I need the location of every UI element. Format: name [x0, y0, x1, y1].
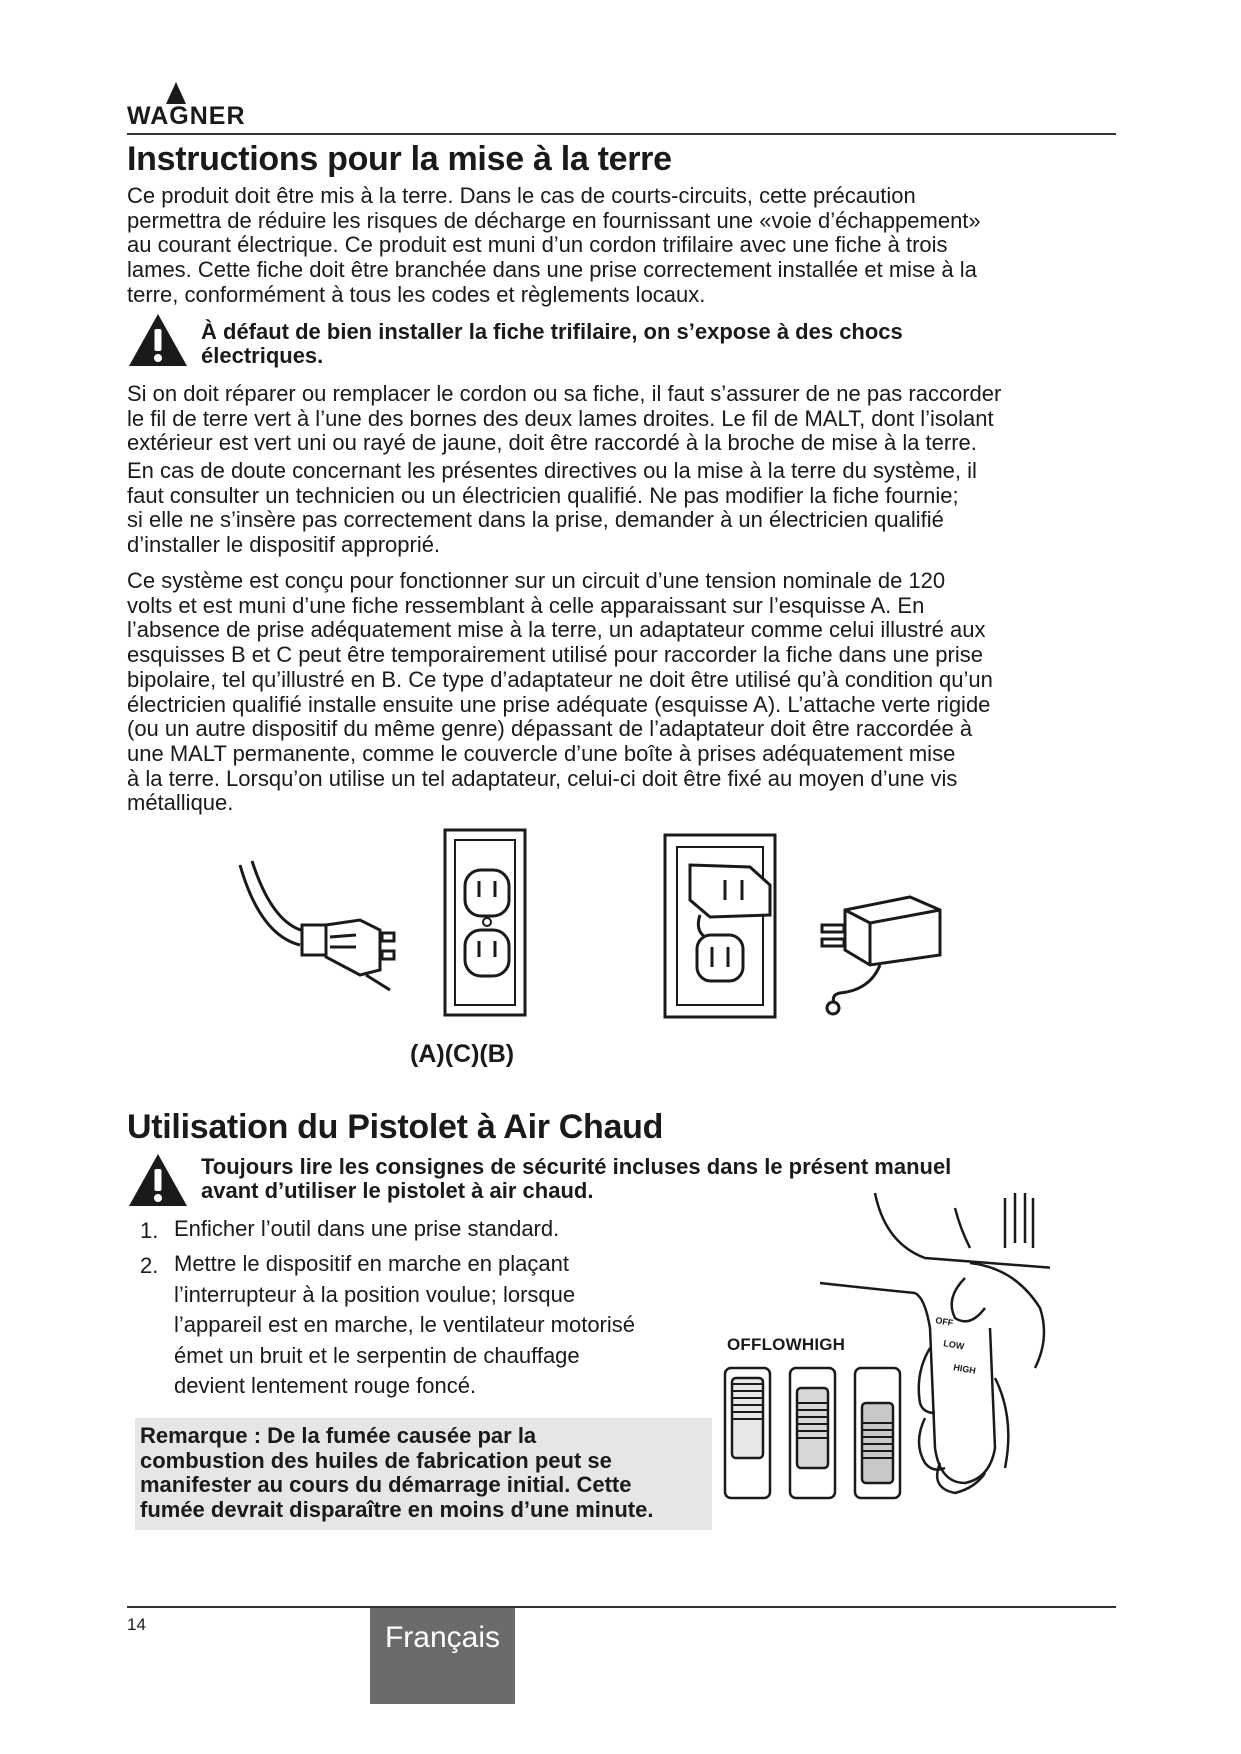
step-number: 1. — [140, 1218, 159, 1243]
warning-icon — [127, 1152, 189, 1208]
footer-divider — [127, 1606, 1116, 1608]
outlet-figure-adapter — [665, 835, 775, 1017]
heat-gun-illustration — [715, 1188, 1050, 1518]
switch-diagram-low — [790, 1368, 835, 1498]
heat-gun-warning: Toujours lire les consignes de sécurité incluses dans le présent manuel avant d’utiliser le pistolet à air chaud. — [201, 1154, 952, 1203]
grounding-figures — [230, 825, 1040, 1045]
language-tab — [370, 1608, 515, 1704]
switch-diagram-high — [855, 1368, 900, 1498]
grounding-intro: Ce produit doit être mis à la terre. Dans le cas de courts-circuits, cette précaution permettra de réduire les risques de décharge en fournissant une «voie d’échappement» au courant électrique. Ce produit est muni d’un cordon trifilaire avec une fiche à trois lames. Cette fiche doit être branchée dans une prise correctement installée et mise à la terre, conformément à tous les codes et règlements locaux. — [127, 183, 981, 307]
switch-diagram-off — [725, 1368, 770, 1498]
step-text: Mettre le dispositif en marche en plaçant l’interrupteur à la position voulue; lorsque l’appareil est en marche, le ventilateur motorisé émet un bruit et le serpentin de chauffage devient lentement rouge foncé. — [174, 1251, 636, 1398]
brand-logo — [127, 82, 277, 132]
section-title-heat-gun: Utilisation du Pistolet à Air Chaud — [127, 1108, 664, 1146]
section-title-grounding: Instructions pour la mise à la terre — [127, 140, 672, 178]
header-divider — [127, 133, 1116, 135]
language-label: Français — [384, 1621, 501, 1654]
adapter-figure — [822, 897, 940, 1014]
brand-name: WAGNER — [127, 102, 246, 130]
grounding-warning: À défaut de bien installer la fiche trifilaire, on s’expose à des chocs électriques. — [201, 319, 903, 368]
plug-figure-a — [240, 861, 394, 990]
figure-caption: (A)(C)(B) — [410, 1040, 515, 1068]
note-box — [135, 1418, 712, 1530]
outlet-figure-grounded — [445, 830, 525, 1015]
grounding-para-doubt: En cas de doute concernant les présentes directives ou la mise à la terre du système, il faut consulter un technicien ou un électricien qualifié. Ne pas modifier la fiche fournie; si elle ne s’insère pas correctement dans la prise, demander à un électricien qualifié d’installer le dispositif approprié. — [127, 458, 977, 558]
note-text: Remarque : De la fumée causée par la combustion des huiles de fabrication peut se manifester au cours du démarrage initial. Cette fumée devrait disparaître en moins d’une minute. — [140, 1423, 654, 1522]
step-text: Enficher l’outil dans une prise standard. — [174, 1216, 560, 1241]
gun-label-low: LOW — [942, 1338, 966, 1352]
grounding-para-repair: Si on doit réparer ou remplacer le cordon ou sa fiche, il faut s’assurer de ne pas raccorder le fil de terre vert à l’une des bornes des deux lames droites. Le fil de MALT, dont l’isolant extérieur est vert uni ou rayé de jaune, doit être raccordé à la broche de mise à la terre. — [127, 381, 1002, 456]
switch-position-labels: OFFLOWHIGH — [727, 1335, 846, 1354]
gun-label-high: HIGH — [952, 1362, 977, 1376]
warning-icon — [127, 312, 189, 368]
gun-switch-labels — [935, 1315, 977, 1376]
gun-label-off: OFF — [934, 1315, 955, 1329]
step-number: 2. — [140, 1253, 159, 1278]
logo-peak-icon — [166, 82, 186, 104]
page-number: 14 — [127, 1615, 146, 1634]
grounding-para-adapter: Ce système est conçu pour fonctionner sur un circuit d’une tension nominale de 120 volts et est muni d’une fiche ressemblant à celle apparaissant sur l’esquisse A. En l’absence de prise adéquatement mise à la terre, un adaptateur comme celui illustré aux esquisses B et C peut être temporairement utilisé pour raccorder la fiche dans une prise bipolaire, tel qu’illustré en B. Ce type d’adaptateur ne doit être utilisé qu’à condition qu’un électricien qualifié installe ensuite une prise adéquate (esquisse A). L’attache verte rigide (ou un autre dispositif du même genre) dépassant de l’adaptateur doit être raccordée à une MALT permanente, comme le couvercle d’une boîte à prises adéquatement mise à la terre. Lorsqu’on utilise un tel adaptateur, celui-ci doit être fixé au moyen d’une vis métallique. — [127, 568, 993, 816]
